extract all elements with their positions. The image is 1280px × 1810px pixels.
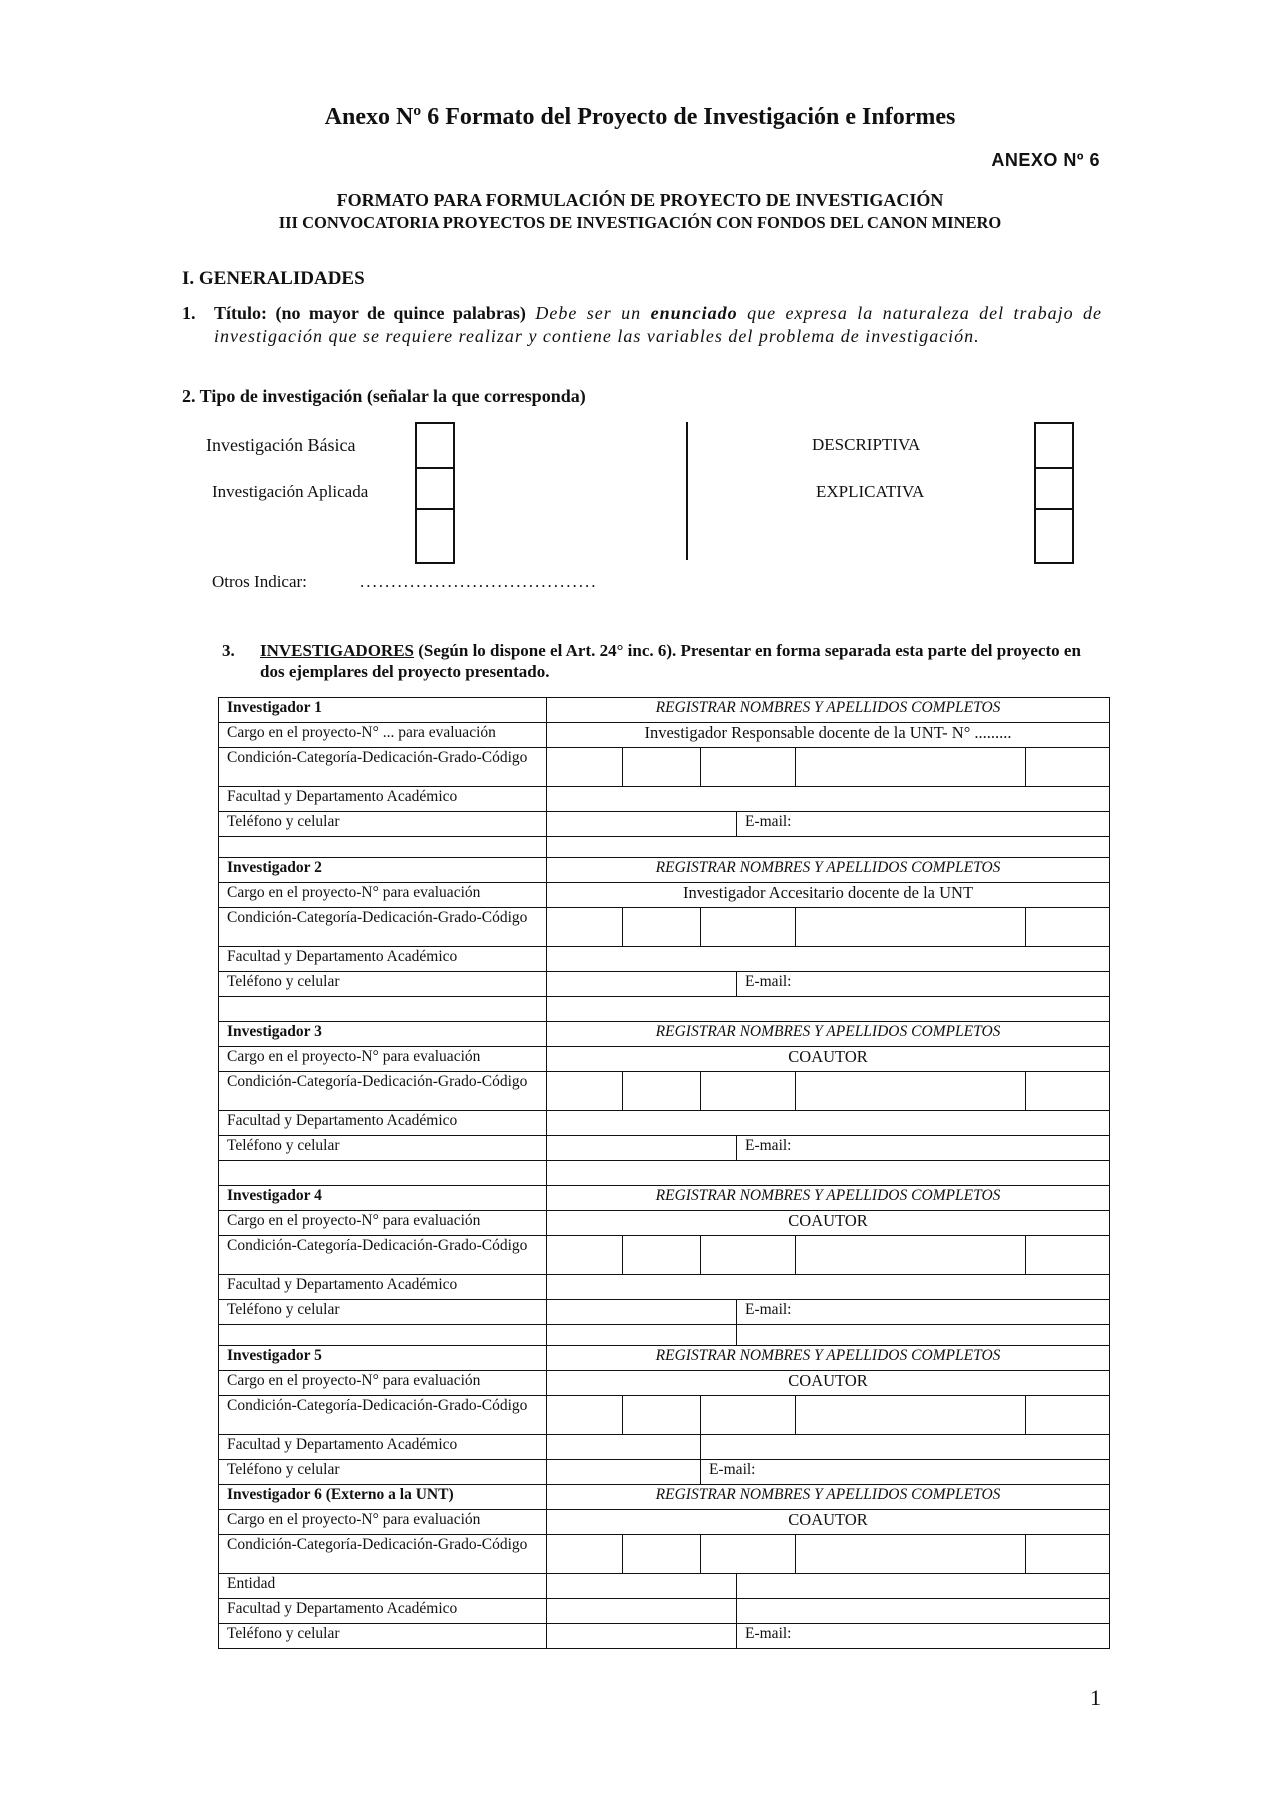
table-row-spacer	[219, 997, 1110, 1022]
condition-field[interactable]	[547, 908, 623, 947]
condition-field[interactable]	[623, 1396, 701, 1435]
investigator-5-phone-label: Teléfono y celular	[219, 1460, 547, 1485]
condition-field[interactable]	[701, 1535, 796, 1574]
titulo-text-bold: enunciado	[650, 303, 738, 323]
investigators-table	[218, 697, 1110, 1649]
investigator-2-email-field[interactable]: E-mail:	[737, 972, 1110, 997]
investigator-1-cargo-label: Cargo en el proyecto-N° ... para evaluación	[219, 723, 547, 748]
investigator-4-phone-label: Teléfono y celular	[219, 1300, 547, 1325]
investigator-6-name-field[interactable]: REGISTRAR NOMBRES Y APELLIDOS COMPLETOS	[547, 1485, 1110, 1510]
investigator-2-name-field[interactable]: REGISTRAR NOMBRES Y APELLIDOS COMPLETOS	[547, 858, 1110, 883]
table-row	[219, 1211, 1110, 1236]
option-basica-label: Investigación Básica	[206, 435, 356, 455]
faculty-field[interactable]	[737, 1599, 1110, 1624]
page-number: 1	[1090, 1685, 1101, 1710]
investigator-5-name-label: Investigador 5	[219, 1346, 547, 1371]
table-row-spacer	[219, 1325, 1110, 1346]
condition-field[interactable]	[547, 1396, 623, 1435]
table-row	[219, 883, 1110, 908]
phone-field[interactable]	[547, 1136, 737, 1161]
checkbox-descriptiva[interactable]	[1034, 422, 1074, 471]
table-row	[219, 1047, 1110, 1072]
table-row	[219, 1624, 1110, 1649]
faculty-field[interactable]	[547, 1435, 701, 1460]
table-row	[219, 748, 1110, 787]
investigator-5-cargo-label: Cargo en el proyecto-N° para evaluación	[219, 1371, 547, 1396]
investigator-3-condition-label: Condición-Categoría-Dedicación-Grado-Código	[219, 1072, 547, 1111]
investigator-4-name-field[interactable]: REGISTRAR NOMBRES Y APELLIDOS COMPLETOS	[547, 1186, 1110, 1211]
investigator-1-name-field[interactable]: REGISTRAR NOMBRES Y APELLIDOS COMPLETOS	[547, 698, 1110, 723]
investigadores-text: (Según lo dispone el Art. 24° inc. 6). Presentar en forma separada esta parte del proyecto en dos ejemplares del proyecto presentado.	[260, 641, 1081, 681]
table-row-spacer	[219, 1161, 1110, 1186]
condition-field[interactable]	[1026, 1396, 1110, 1435]
table-row	[219, 972, 1110, 997]
entity-field[interactable]	[547, 1574, 737, 1599]
condition-field[interactable]	[796, 1396, 1026, 1435]
table-row	[219, 1485, 1110, 1510]
investigator-2-cargo-label: Cargo en el proyecto-N° para evaluación	[219, 883, 547, 908]
investigator-3-name-label: Investigador 3	[219, 1022, 547, 1047]
table-row	[219, 1346, 1110, 1371]
condition-field[interactable]	[796, 1236, 1026, 1275]
table-row	[219, 947, 1110, 972]
option-explicativa-label: EXPLICATIVA	[816, 482, 925, 501]
phone-field[interactable]	[547, 1300, 737, 1325]
investigator-1-faculty-label: Facultad y Departamento Académico	[219, 787, 547, 812]
phone-field[interactable]	[547, 1624, 737, 1649]
tipo-investigacion-heading: 2. Tipo de investigación (señalar la que corresponda)	[182, 386, 586, 406]
checkbox-explicativa[interactable]	[1034, 467, 1074, 512]
anexo-label: ANEXO Nº 6	[991, 150, 1100, 170]
investigator-4-cargo-label: Cargo en el proyecto-N° para evaluación	[219, 1211, 547, 1236]
item-titulo	[182, 302, 1102, 348]
investigator-6-name-label: Investigador 6 (Externo a la UNT)	[219, 1485, 547, 1510]
investigator-6-email-field[interactable]: E-mail:	[737, 1624, 1110, 1649]
investigator-2-name-label: Investigador 2	[219, 858, 547, 883]
condition-field[interactable]	[796, 1072, 1026, 1111]
investigator-3-name-field[interactable]: REGISTRAR NOMBRES Y APELLIDOS COMPLETOS	[547, 1022, 1110, 1047]
convocatoria-title: III CONVOCATORIA PROYECTOS DE INVESTIGACIÓN CON FONDOS DEL CANON MINERO	[278, 213, 1002, 232]
checkbox-other-left[interactable]	[415, 508, 455, 564]
condition-field[interactable]	[796, 748, 1026, 787]
table-row	[219, 1186, 1110, 1211]
table-row	[219, 787, 1110, 812]
table-row	[219, 1136, 1110, 1161]
condition-field[interactable]	[1026, 748, 1110, 787]
table-row	[219, 1371, 1110, 1396]
investigator-5-email-field[interactable]: E-mail:	[701, 1460, 1110, 1485]
phone-field[interactable]	[547, 1460, 701, 1485]
investigator-3-cargo-value[interactable]: COAUTOR	[547, 1047, 1110, 1072]
investigator-3-email-field[interactable]: E-mail:	[737, 1136, 1110, 1161]
investigator-4-faculty-label: Facultad y Departamento Académico	[219, 1275, 547, 1300]
checkbox-basica[interactable]	[415, 422, 455, 471]
investigator-4-condition-label: Condición-Categoría-Dedicación-Grado-Código	[219, 1236, 547, 1275]
otros-label: Otros Indicar:	[212, 572, 307, 591]
investigator-3-cargo-label: Cargo en el proyecto-N° para evaluación	[219, 1047, 547, 1072]
investigator-6-phone-label: Teléfono y celular	[219, 1624, 547, 1649]
investigator-1-phone-label: Teléfono y celular	[219, 812, 547, 837]
section-generalidades-heading: I. GENERALIDADES	[182, 268, 365, 289]
investigator-1-cargo-value[interactable]: Investigador Responsable docente de la UNT- N° .........	[547, 723, 1110, 748]
condition-field[interactable]	[701, 748, 796, 787]
investigator-5-cargo-value[interactable]: COAUTOR	[547, 1371, 1110, 1396]
column-divider	[686, 422, 688, 560]
table-row-spacer	[219, 837, 1110, 858]
condition-field[interactable]	[547, 1072, 623, 1111]
investigator-5-name-field[interactable]: REGISTRAR NOMBRES Y APELLIDOS COMPLETOS	[547, 1346, 1110, 1371]
table-row	[219, 698, 1110, 723]
otros-input[interactable]: ......................................	[360, 572, 598, 591]
investigator-2-phone-label: Teléfono y celular	[219, 972, 547, 997]
item-investigadores	[222, 640, 1102, 682]
investigator-4-email-field[interactable]: E-mail:	[737, 1300, 1110, 1325]
condition-field[interactable]	[623, 1236, 701, 1275]
condition-field[interactable]	[1026, 1236, 1110, 1275]
table-row	[219, 1300, 1110, 1325]
condition-field[interactable]	[701, 1236, 796, 1275]
faculty-field[interactable]	[547, 1111, 1110, 1136]
investigator-6-faculty-label: Facultad y Departamento Académico	[219, 1599, 547, 1624]
titulo-text-b: que expresa la naturaleza del trabajo de investigación que se requiere realizar y contiene las variables del problema de investigación.	[214, 303, 1102, 346]
table-row	[219, 1072, 1110, 1111]
condition-field[interactable]	[796, 908, 1026, 947]
table-row	[219, 1275, 1110, 1300]
condition-field[interactable]	[547, 1236, 623, 1275]
investigator-1-name-label: Investigador 1	[219, 698, 547, 723]
table-row	[219, 1022, 1110, 1047]
investigator-6-condition-label: Condición-Categoría-Dedicación-Grado-Código	[219, 1535, 547, 1574]
table-row	[219, 858, 1110, 883]
investigator-3-phone-label: Teléfono y celular	[219, 1136, 547, 1161]
investigator-3-faculty-label: Facultad y Departamento Académico	[219, 1111, 547, 1136]
checkbox-other-right[interactable]	[1034, 508, 1074, 564]
table-row	[219, 723, 1110, 748]
condition-field[interactable]	[623, 748, 701, 787]
entity-field[interactable]	[737, 1574, 1110, 1599]
investigator-2-faculty-label: Facultad y Departamento Académico	[219, 947, 547, 972]
condition-field[interactable]	[623, 1535, 701, 1574]
table-row	[219, 908, 1110, 947]
table-row	[219, 1535, 1110, 1574]
faculty-field[interactable]	[547, 1275, 1110, 1300]
faculty-field[interactable]	[701, 1435, 1110, 1460]
condition-field[interactable]	[796, 1535, 1026, 1574]
table-row	[219, 812, 1110, 837]
titulo-text-a: Debe ser un	[525, 303, 651, 323]
investigator-1-email-field[interactable]: E-mail:	[737, 812, 1110, 837]
form-subtitle: FORMATO PARA FORMULACIÓN DE PROYECTO DE INVESTIGACIÓN	[336, 190, 944, 210]
phone-field[interactable]	[547, 812, 737, 837]
condition-field[interactable]	[547, 748, 623, 787]
condition-field[interactable]	[701, 1072, 796, 1111]
option-aplicada-label: Investigación Aplicada	[212, 482, 369, 501]
table-row	[219, 1396, 1110, 1435]
condition-field[interactable]	[1026, 1072, 1110, 1111]
condition-field[interactable]	[547, 1535, 623, 1574]
faculty-field[interactable]	[547, 947, 1110, 972]
investigator-6-cargo-value[interactable]: COAUTOR	[547, 1510, 1110, 1535]
faculty-field[interactable]	[547, 787, 1110, 812]
table-row	[219, 1435, 1110, 1460]
table-row	[219, 1510, 1110, 1535]
condition-field[interactable]	[623, 908, 701, 947]
option-descriptiva-label: DESCRIPTIVA	[812, 435, 921, 454]
investigadores-heading: INVESTIGADORES	[260, 641, 414, 660]
condition-field[interactable]	[1026, 908, 1110, 947]
investigator-2-condition-label: Condición-Categoría-Dedicación-Grado-Código	[219, 908, 547, 947]
investigator-6-cargo-label: Cargo en el proyecto-N° para evaluación	[219, 1510, 547, 1535]
table-row	[219, 1236, 1110, 1275]
investigator-6-entity-label: Entidad	[219, 1574, 547, 1599]
table-row	[219, 1111, 1110, 1136]
document-title: Anexo Nº 6 Formato del Proyecto de Investigación e Informes	[324, 104, 956, 130]
item-number: 1.	[182, 303, 196, 323]
investigator-4-cargo-value[interactable]: COAUTOR	[547, 1211, 1110, 1236]
condition-field[interactable]	[623, 1072, 701, 1111]
table-row	[219, 1574, 1110, 1599]
condition-field[interactable]	[1026, 1535, 1110, 1574]
titulo-label: Título: (no mayor de quince palabras)	[214, 303, 526, 323]
investigator-5-condition-label: Condición-Categoría-Dedicación-Grado-Código	[219, 1396, 547, 1435]
table-row	[219, 1599, 1110, 1624]
condition-field[interactable]	[701, 908, 796, 947]
investigator-1-condition-label: Condición-Categoría-Dedicación-Grado-Código	[219, 748, 547, 787]
phone-field[interactable]	[547, 972, 737, 997]
investigator-5-faculty-label: Facultad y Departamento Académico	[219, 1435, 547, 1460]
condition-field[interactable]	[701, 1396, 796, 1435]
faculty-field[interactable]	[547, 1599, 737, 1624]
investigator-4-name-label: Investigador 4	[219, 1186, 547, 1211]
checkbox-aplicada[interactable]	[415, 467, 455, 512]
investigator-2-cargo-value[interactable]: Investigador Accesitario docente de la UNT	[547, 883, 1110, 908]
item-number: 3.	[222, 641, 235, 660]
table-row	[219, 1460, 1110, 1485]
